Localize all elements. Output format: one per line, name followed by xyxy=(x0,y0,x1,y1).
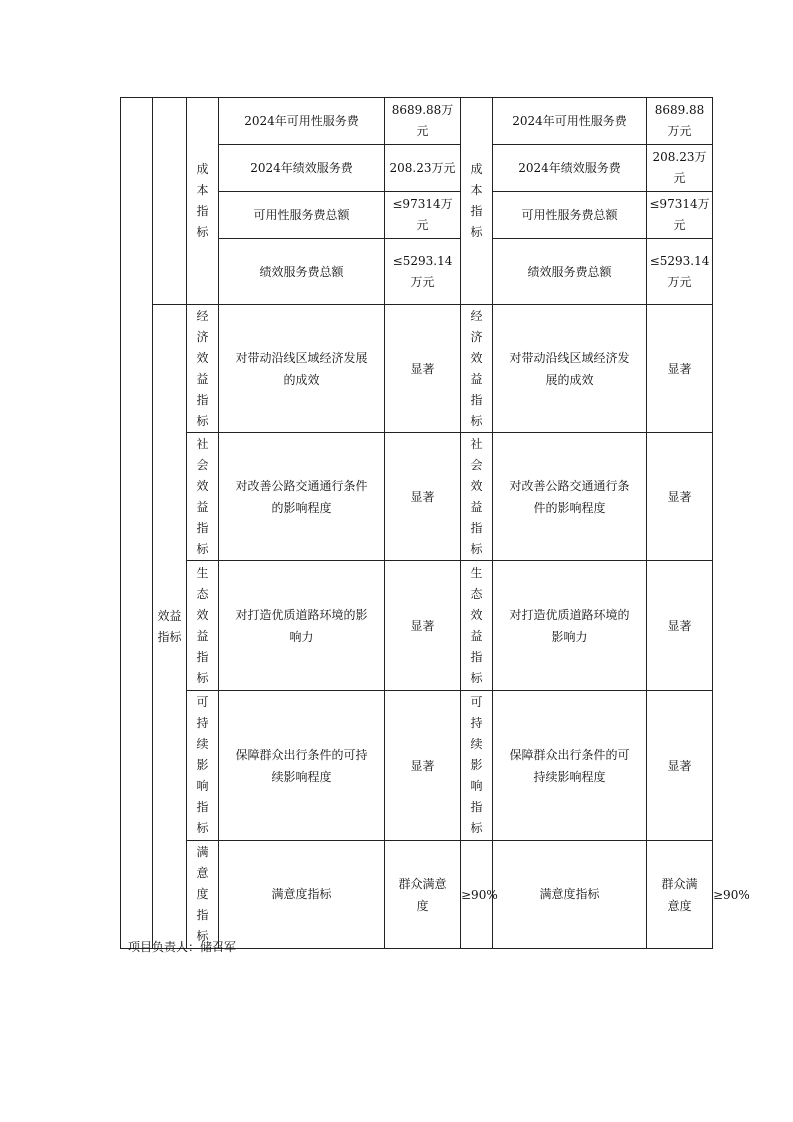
cost-value-left: ≤97314万元 xyxy=(385,192,461,239)
cost-value-right: 8689.88万元 xyxy=(647,98,713,145)
cost-category-right: 成本指标 xyxy=(461,98,493,305)
outer-left-column xyxy=(121,98,153,949)
benefit-value-left: 显著 xyxy=(385,433,461,561)
benefit-value-right: 显著 xyxy=(647,305,713,433)
benefit-sub-left: 经济效益指标 xyxy=(187,305,219,433)
cost-value-right: 208.23万元 xyxy=(647,145,713,192)
cost-name-right: 绩效服务费总额 xyxy=(493,239,647,305)
satisfaction-name-left: 群众满意度 xyxy=(385,841,461,949)
cost-name-left: 可用性服务费总额 xyxy=(219,192,385,239)
benefit-name-right: 对打造优质道路环境的影响力 xyxy=(493,561,647,691)
indicator-table: 成本指标 2024年可用性服务费 8689.88万元 成本指标 2024年可用性服务费 8689.88万元 2024年绩效服务费 208.23万元 2024年绩效服务费 208.23万元 可用性服务费总额 ≤97314万元 可用性服务费总额 ≤97314万元 绩效服务费总额 ≤5293.14万元 绩效服务费总额 ≤5293.14万元 效益指标 经济效益指标 对带动沿线区域经济发展的成效 显著 经济效益指标 对带动沿线区域经济发展的成效 显著 社会效益指标 对改善公路交通通行条件的影响程度 显著 社会效益指标 对改善公路交通通行条件的影响程度 显著 生态效益指标 对打造优质道路环境的影响力 显著 生态效益指标 对打造优质道路环境的影响力 显著 可持续影响指标 保障群众出行条件的可持续影响程度 显著 可持续影响指标 保障群众出行条件的可持续影响程度 显著 满意度指标 满意度指标 群众满意度 ≥90% 满意度指标 群众满意度 ≥90% xyxy=(120,97,713,949)
cost-value-left: 8689.88万元 xyxy=(385,98,461,145)
cost-name-right: 2024年绩效服务费 xyxy=(493,145,647,192)
benefit-value-right: 显著 xyxy=(647,561,713,691)
benefit-sub-left: 社会效益指标 xyxy=(187,433,219,561)
benefit-sub-left: 生态效益指标 xyxy=(187,561,219,691)
satisfaction-name-right: 群众满意度 xyxy=(647,841,713,949)
satisfaction-category: 满意度指标 xyxy=(187,841,219,949)
benefit-name-left: 对改善公路交通通行条件的影响程度 xyxy=(219,433,385,561)
satisfaction-sub-right: 满意度指标 xyxy=(493,841,647,949)
benefit-name-left: 保障群众出行条件的可持续影响程度 xyxy=(219,691,385,841)
benefit-sub-right: 生态效益指标 xyxy=(461,561,493,691)
benefit-sub-left: 可持续影响指标 xyxy=(187,691,219,841)
cost-value-left: ≤5293.14万元 xyxy=(385,239,461,305)
satisfaction-sub-left: 满意度指标 xyxy=(219,841,385,949)
cost-name-right: 可用性服务费总额 xyxy=(493,192,647,239)
benefit-name-left: 对打造优质道路环境的影响力 xyxy=(219,561,385,691)
benefit-value-right: 显著 xyxy=(647,691,713,841)
benefit-name-right: 对带动沿线区域经济发展的成效 xyxy=(493,305,647,433)
benefit-category: 效益指标 xyxy=(153,305,187,949)
cost-value-right: ≤5293.14万元 xyxy=(647,239,713,305)
benefit-value-left: 显著 xyxy=(385,561,461,691)
benefit-sub-right: 经济效益指标 xyxy=(461,305,493,433)
satisfaction-value-left: ≥90% xyxy=(461,841,493,949)
cost-name-left: 2024年可用性服务费 xyxy=(219,98,385,145)
benefit-name-right: 对改善公路交通通行条件的影响程度 xyxy=(493,433,647,561)
cost-name-left: 2024年绩效服务费 xyxy=(219,145,385,192)
benefit-name-right: 保障群众出行条件的可持续影响程度 xyxy=(493,691,647,841)
benefit-value-right: 显著 xyxy=(647,433,713,561)
cost-category-left: 成本指标 xyxy=(187,98,219,305)
benefit-value-left: 显著 xyxy=(385,691,461,841)
project-lead-line: 项目负责人：储召军 xyxy=(128,940,237,954)
blank-level1-cell xyxy=(153,98,187,305)
benefit-sub-right: 社会效益指标 xyxy=(461,433,493,561)
cost-name-right: 2024年可用性服务费 xyxy=(493,98,647,145)
cost-name-left: 绩效服务费总额 xyxy=(219,239,385,305)
benefit-sub-right: 可持续影响指标 xyxy=(461,691,493,841)
cost-value-left: 208.23万元 xyxy=(385,145,461,192)
benefit-name-left: 对带动沿线区域经济发展的成效 xyxy=(219,305,385,433)
benefit-value-left: 显著 xyxy=(385,305,461,433)
cost-value-right: ≤97314万元 xyxy=(647,192,713,239)
